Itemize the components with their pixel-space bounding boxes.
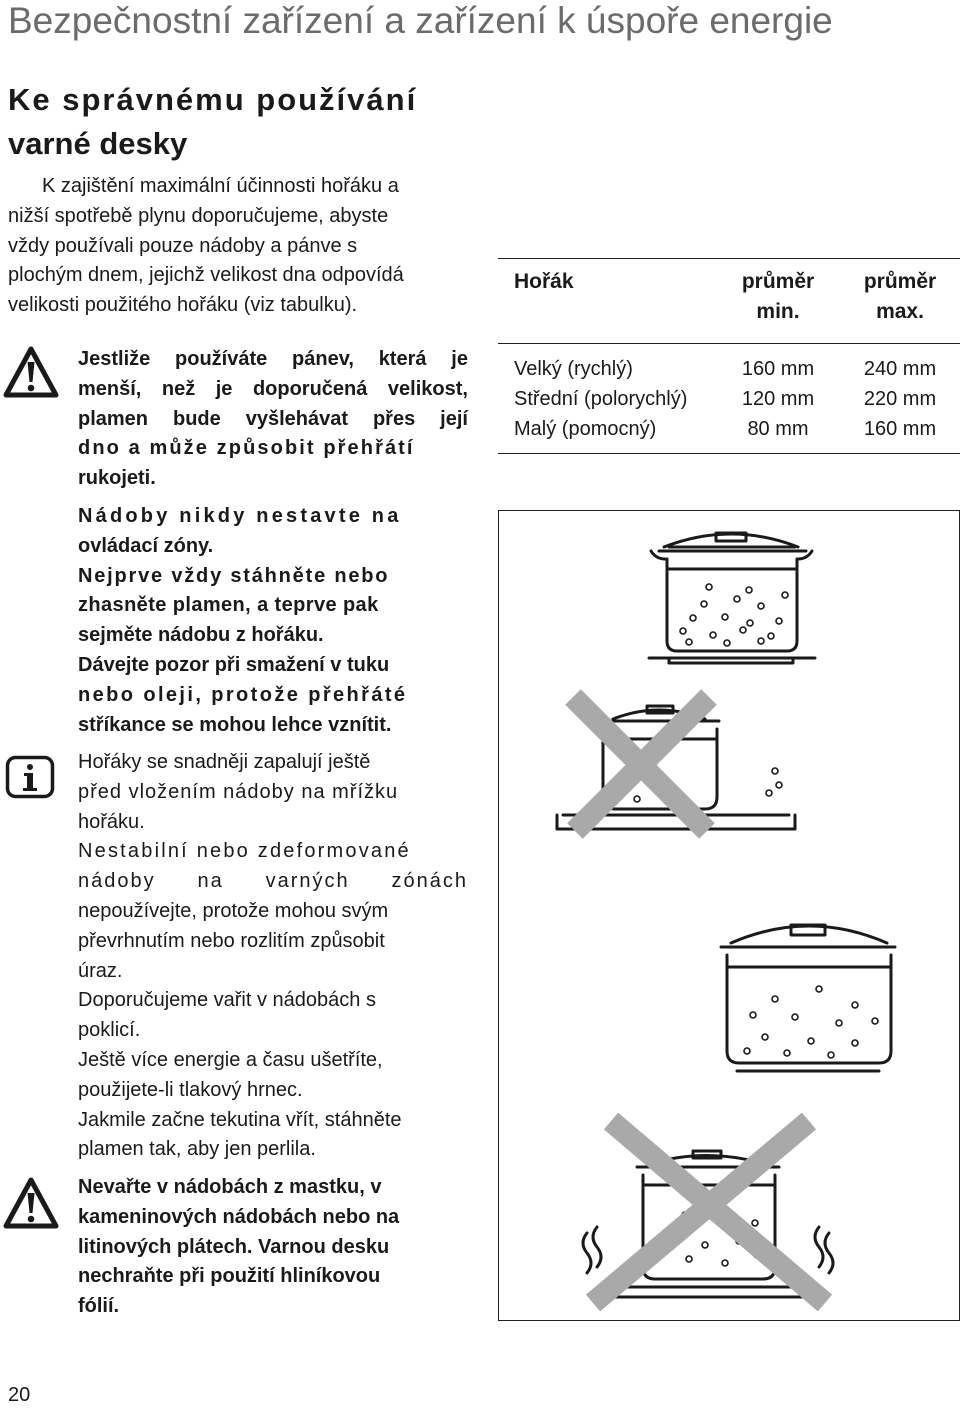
warning-line: litinových plátech. Varnou desku [78,1235,390,1258]
info-icon [5,755,55,799]
warning-line: Nádoby nikdy nestavte na [78,504,402,527]
info-line: plamen tak, aby jen perlila. [78,1138,316,1161]
warning-line: Jestliže používáte pánev, která je [78,348,468,370]
table-cell-burner: Malý (pomocný) [514,418,657,440]
page-number: 20 [8,1384,31,1406]
page-title: Bezpečnostní zařízení a zařízení k úspoře energie [8,0,833,41]
large-pot-icon [721,925,895,1071]
info-line: nepoužívejte, protože mohou svým [78,899,389,922]
warning-icon [2,1176,60,1232]
warning-line: Nejprve vždy stáhněte nebo [78,564,390,587]
table-cell-burner: Velký (rychlý) [514,358,633,380]
info-line: nádoby na varných zónách [78,870,468,893]
intro-line: velikosti použitého hořáku (viz tabulku). [8,294,358,317]
section-heading-line1: Ke správnému používání [8,82,418,117]
burner-size-table [498,258,960,454]
info-line: převrhnutím nebo rozlitím způsobit [78,929,385,952]
warning-line: plamen bude vyšlehávat přes její [78,407,468,430]
warning-line: kameninových nádobách nebo na [78,1205,400,1228]
table-cell-burner: Střední (polorychlý) [514,388,688,410]
table-header-max: průměr max. [863,270,937,323]
info-line: Hořáky se snadněji zapalují ještě [78,751,371,773]
warning-line: Nevařte v nádobách z mastku, v [78,1176,382,1198]
table-cell-max: 160 mm [863,418,937,440]
warning-block-1 [78,345,468,740]
info-line: před vložením nádoby na mřížku [78,780,399,803]
info-line: hořáku. [78,810,145,833]
table-divider [498,343,960,344]
cookware-illustration-svg [499,511,959,1320]
warning-line: zhasněte plamen, a teprve pak [78,594,379,617]
section-heading-line2: varné desky [8,126,188,161]
table-cell-min: 120 mm [741,388,815,410]
info-line: úraz. [78,959,123,982]
info-block [78,748,468,1165]
info-line: Ještě více energie a času ušetříte, [78,1048,383,1071]
info-line: poklicí. [78,1019,141,1042]
info-line: použijete-li tlakový hrnec. [78,1078,303,1101]
info-line: Doporučujeme vařit v nádobách s [78,989,376,1012]
table-cell-max: 220 mm [863,388,937,410]
info-line: Jakmile začne tekutina vřít, stáhněte [78,1108,402,1131]
warning-line: sejměte nádobu z hořáku. [78,624,324,647]
intro-line: K zajištění maximální účinnosti hořáku a [42,175,399,197]
correct-pot-icon [649,533,815,663]
section-heading [8,78,478,166]
warning-icon [2,345,60,401]
warning-line: Dávejte pozor při smažení v tuku [78,653,390,676]
table-header-min: průměr min. [741,270,815,323]
warning-line: fólií. [78,1295,120,1318]
intro-line: vždy používali pouze nádoby a pánve s [8,234,358,257]
table-cell-max: 240 mm [863,358,937,380]
cross-marks [573,697,825,1303]
table-header-burner: Hořák [514,270,574,293]
intro-line: plochým dnem, jejichž velikost dna odpovídá [8,264,404,287]
warning-line: dno a může způsobit přehřátí [78,437,415,460]
intro-paragraph [8,172,468,321]
warning-line: nebo oleji, protože přehřáté [78,683,408,706]
info-line: Nestabilní nebo zdeformované [78,840,411,863]
warning-block-2 [78,1173,468,1322]
intro-line: nižší spotřebě plynu doporučujeme, abyste [8,204,389,227]
warning-line: rukojeti. [78,467,156,490]
warning-line: stříkance se mohou lehce vznítit. [78,713,392,736]
table-cell-min: 160 mm [741,358,815,380]
cookware-illustration [498,510,960,1321]
warning-line: ovládací zóny. [78,534,214,557]
warning-line: menší, než je doporučená velikost, [78,377,468,400]
warning-line: nechraňte při použití hliníkovou [78,1265,381,1288]
table-cell-min: 80 mm [747,418,809,440]
